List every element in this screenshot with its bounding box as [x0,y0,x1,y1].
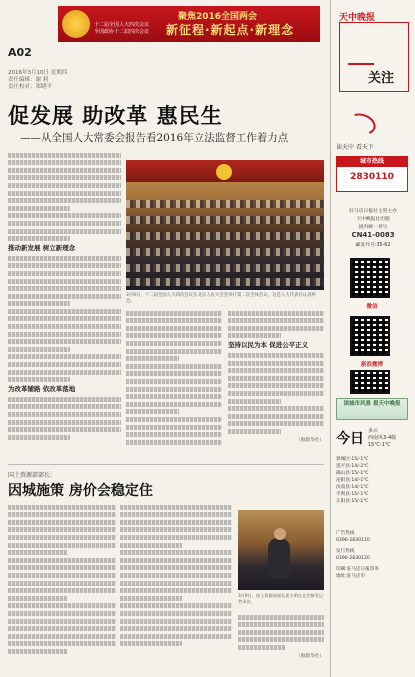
minister-photo [238,510,324,590]
article2-column-3 [238,612,324,672]
weather-line: 正阳县:15/-1℃ [336,499,369,504]
paper-logo: 天中晚报 [339,13,376,23]
section-label: 关注 [368,71,395,86]
photo-caption: 3月9日，十二届全国人大四次会议在北京人民大会堂举行第二次全体会议。这是人大代表在认真听会。 [126,293,316,304]
byline: （据新华社） [296,653,324,659]
green-ad: 读城市风景 看天中晚报 [336,398,408,420]
qr-label: 新浪微博 [360,362,383,368]
qr-label: 微信 [366,304,378,310]
hotline-ad: 城市热线 2830110 [336,156,408,192]
two-sessions-banner [58,6,320,42]
weather-title: 今日 [336,431,364,447]
footer-line: 地址:驻马店市 [336,574,366,579]
qr-code-icon [350,258,390,298]
article-column-1 [8,150,121,460]
banner-title: 聚焦2016全国两会 [178,12,258,22]
section-heading: 坚持以民为本 促进公平正义 [228,341,309,350]
sponsor-line: 驻马店日报社主管主办 [349,209,397,214]
weather-summary: 多云 西南风3-4级 15℃-1℃ [368,428,397,448]
congress-photo [126,160,324,290]
subheadline: ——从全国人大常委会报告看2016年立法监督工作着力点 [20,132,289,144]
article-column-2 [126,308,222,458]
footer-line: 广告热线 [336,531,355,536]
sponsor-line: 邮发代号:35-62 [355,243,391,248]
byline: （据新华社） [296,437,324,443]
issn-line: CN41-0083 [351,231,395,239]
article2-kicker: 国土资源部部长： [8,472,57,479]
footer-line: 发行热线 [336,549,355,554]
weather-line: 汝南县:14/-1℃ [336,485,369,490]
footer-line: 印刷:驻马店日报印务 [336,567,379,572]
emblem-icon [62,10,90,38]
footer-line: 0396-2830120 [336,556,370,561]
weather-line: 平舆县:15/-1℃ [336,492,369,497]
sidebar-slogan: 读天中 看天下 [336,144,374,151]
weather-line: 泌阳县:14/-1℃ [336,478,369,483]
weather-line: 驿城区:15/-1℃ [336,457,369,462]
qr-code-icon [350,316,390,356]
article-column-3 [228,308,324,458]
sponsor-line: 国内统一刊号 [358,225,388,230]
footer-line: 0396-2830110 [336,538,370,543]
article2-headline: 因城施策 房价会稳定住 [8,483,153,499]
headline: 促发展 助改革 惠民生 [8,103,223,128]
qr-code-icon [350,370,390,394]
photo2-caption: 3月9日，国土资源部部长姜大明在北京接受记者采访。 [238,593,323,604]
divider [8,464,324,465]
article2-column-2 [120,502,232,672]
banner-slogan: 新征程·新起点·新理念 [166,23,295,37]
weather-line: 确山县:15/-1℃ [336,471,369,476]
section-heading: 为改革铺路 依改革落地 [8,385,76,394]
banner-sub: 十二届全国人大四次会议 全国政协十二届四次会议 [94,22,150,35]
section-heading: 推动新发展 树立新理念 [8,244,76,253]
article2-column-1 [8,502,116,672]
page-number: A02 [8,46,32,59]
section-box [339,22,409,92]
sponsor-line: 天中晚报社出版 [356,217,390,222]
weather-line: 遂平县:14/-2℃ [336,464,369,469]
date-block: 2016年3月10日 星期四 责任编辑：谢 莉 责任校对：郑晓平 [8,70,68,90]
